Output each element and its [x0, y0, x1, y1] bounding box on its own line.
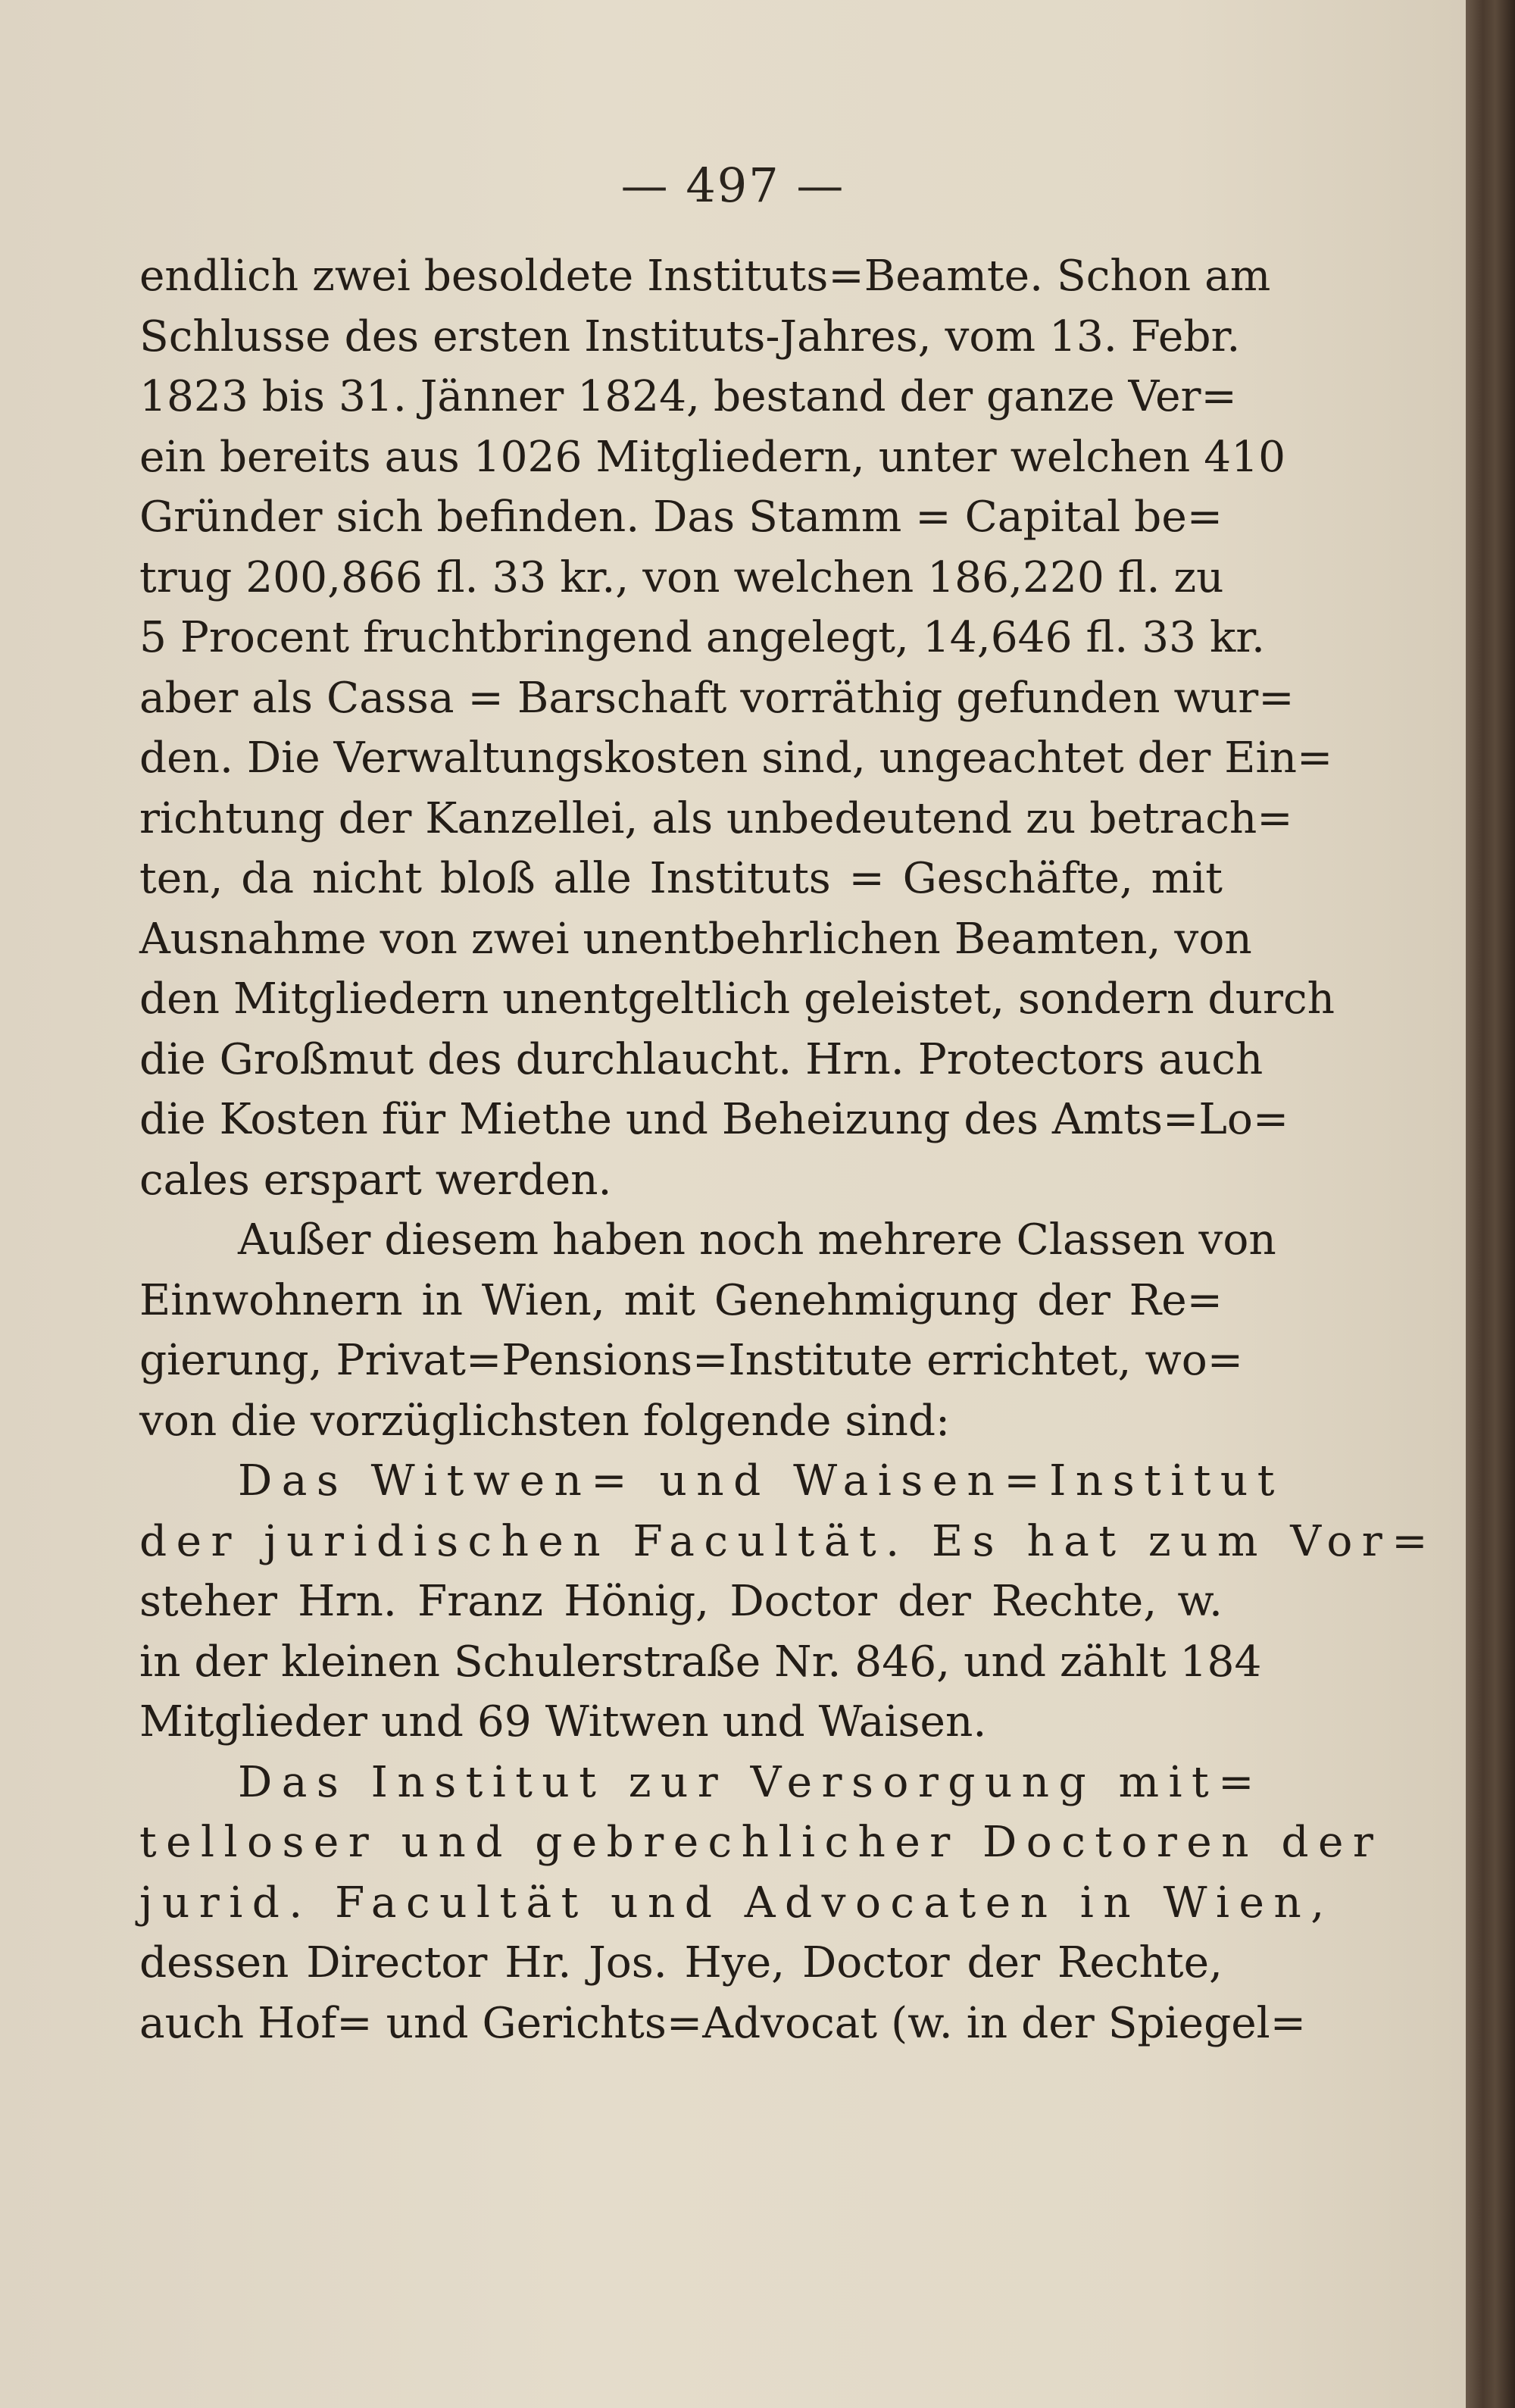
text-line: den. Die Verwaltungskosten sind, ungeachtet der Ein=: [139, 733, 1333, 783]
text-line: endlich zwei besoldete Instituts=Beamte. Schon am: [139, 252, 1271, 301]
text-line: Mitglieder und 69 Witwen und Waisen.: [139, 1697, 987, 1747]
text-line: die Großmut des durchlaucht. Hrn. Protectors auch: [139, 1034, 1264, 1084]
text-line: Schlusse des ersten Instituts-Jahres, vom 13. Febr.: [139, 311, 1241, 361]
page-number: — 497 —: [620, 158, 845, 213]
text-line: der juridischen Facultät. Es hat zum Vor=: [139, 1516, 1438, 1566]
text-line: cales erspart werden.: [139, 1155, 612, 1205]
text-line: auch Hof= und Gerichts=Advocat (w. in der Spiegel=: [139, 1998, 1307, 2048]
text-line: Gründer sich befinden. Das Stamm = Capital be=: [139, 493, 1223, 542]
text-line: Das Institut zur Versorgung mit=: [238, 1757, 1264, 1807]
body-text: [139, 246, 1438, 2053]
text-line: dessen Director Hr. Jos. Hye, Doctor der Rechte,: [139, 1938, 1223, 1987]
text-line: 5 Procent fruchtbringend angelegt, 14,646 fl. 33 kr.: [139, 613, 1265, 662]
text-line: die Kosten für Miethe und Beheizung des Amts=Lo=: [139, 1095, 1289, 1144]
text-line: gierung, Privat=Pensions=Institute errichtet, wo=: [139, 1336, 1244, 1385]
text-line: ein bereits aus 1026 Mitgliedern, unter welchen 410: [139, 432, 1286, 482]
text-line: steher Hrn. Franz Hönig, Doctor der Rechte, w.: [139, 1577, 1223, 1626]
text-line: Ausnahme von zwei unentbehrlichen Beamten, von: [139, 914, 1252, 964]
book-spine-edge: [1466, 0, 1515, 2408]
text-line: in der kleinen Schulerstraße Nr. 846, und zählt 184: [139, 1637, 1262, 1687]
text-line: Das Witwen= und Waisen=Institut: [238, 1456, 1284, 1506]
text-line: Außer diesem haben noch mehrere Classen von: [238, 1215, 1276, 1265]
text-line: ten, da nicht bloß alle Instituts = Geschäfte, mit: [139, 854, 1223, 903]
text-line: richtung der Kanzellei, als unbedeutend zu betrach=: [139, 793, 1293, 843]
text-line: trug 200,866 fl. 33 kr., von welchen 186,220 fl. zu: [139, 552, 1224, 602]
text-line: jurid. Facultät und Advocaten in Wien,: [139, 1878, 1334, 1928]
text-line: aber als Cassa = Barschaft vorräthig gefunden wur=: [139, 673, 1295, 723]
text-line: von die vorzüglichsten folgende sind:: [139, 1396, 951, 1446]
text-line: den Mitgliedern unentgeltlich geleistet, sondern durch: [139, 974, 1335, 1024]
text-line: 1823 bis 31. Jänner 1824, bestand der ganze Ver=: [139, 372, 1237, 421]
text-line: telloser und gebrechlicher Doctoren der: [139, 1818, 1383, 1867]
text-line: Einwohnern in Wien, mit Genehmigung der Re=: [139, 1275, 1223, 1325]
